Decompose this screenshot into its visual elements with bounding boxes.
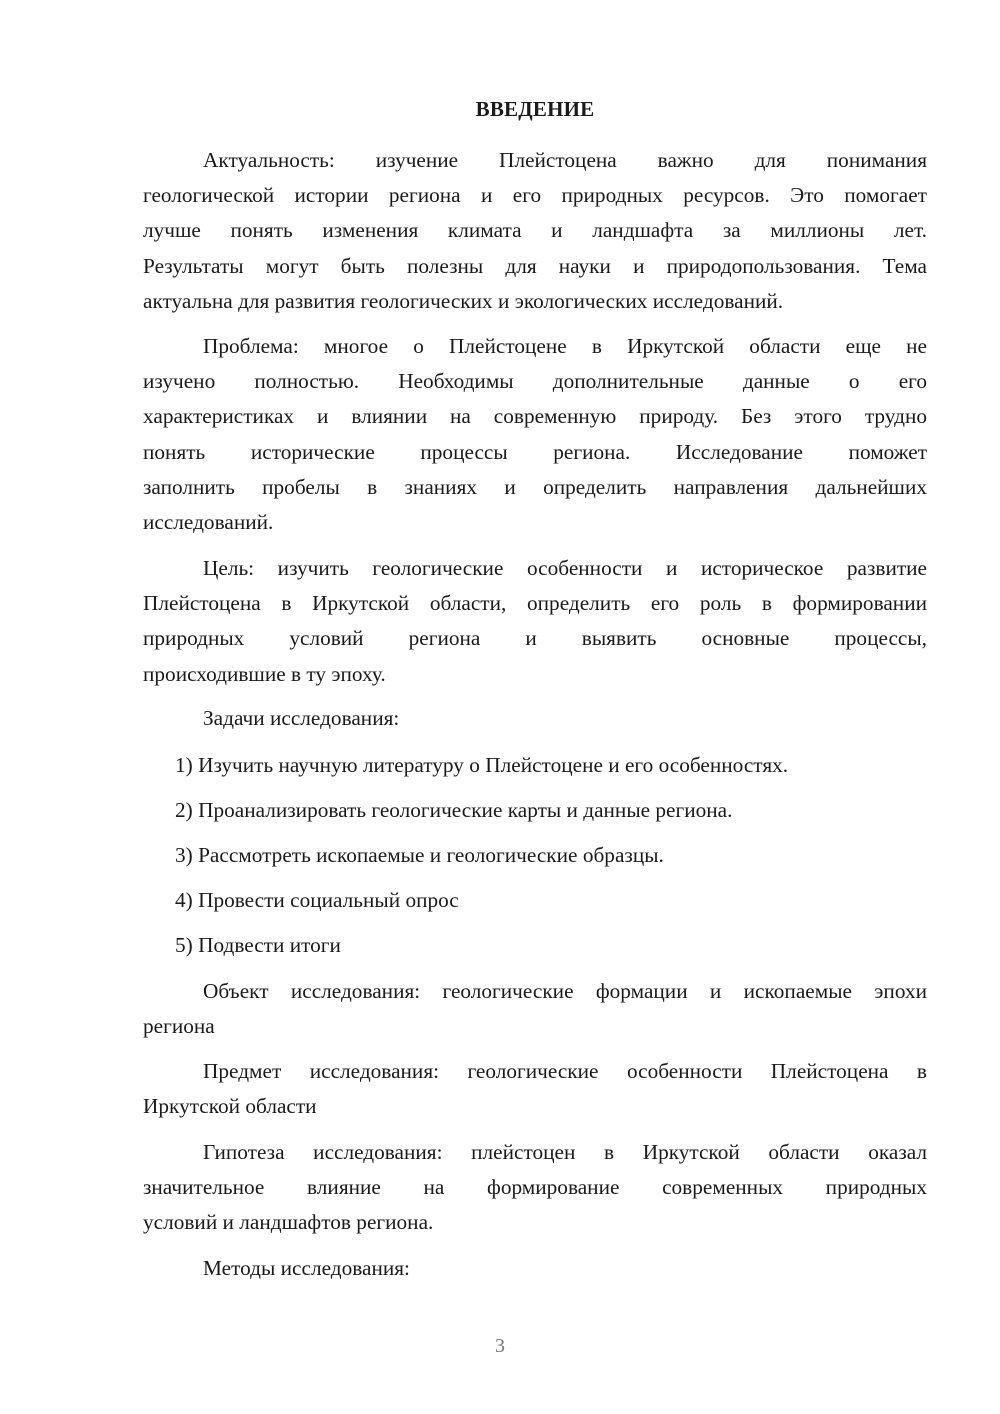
text-line: Цель: изучить геологические особенности и историческое развитие: [203, 556, 927, 580]
paragraph-goal: [143, 551, 927, 692]
text-line: понять исторические процессы региона. Исследование поможет: [143, 439, 927, 464]
text-line: характеристиках и влиянии на современную природу. Без этого трудно: [143, 404, 927, 429]
section-title: ВВЕДЕНИЕ: [475, 97, 595, 121]
task-item-3: 3) Рассмотреть ископаемые и геологические образцы.: [175, 843, 664, 867]
text-line: Иркутской области: [143, 1094, 317, 1119]
text-line: Объект исследования: геологические формации и ископаемые эпохи: [203, 979, 927, 1003]
task-item-5: 5) Подвести итоги: [175, 933, 341, 957]
paragraph-object: [143, 974, 927, 1044]
text-line: Задачи исследования:: [203, 706, 400, 730]
text-line: актуальна для развития геологических и экологических исследований.: [143, 288, 784, 313]
paragraph-relevance: [143, 143, 927, 319]
text-line: Актуальность: изучение Плейстоцена важно для понимания: [203, 148, 927, 172]
text-line: геологической истории региона и его природных ресурсов. Это помогает: [143, 183, 927, 208]
text-line: Гипотеза исследования: плейстоцен в Иркутской области оказал: [203, 1140, 927, 1164]
tasks-heading: [143, 701, 927, 736]
paragraph-problem: [143, 329, 927, 540]
text-line: заполнить пробелы в знаниях и определить направления дальнейших: [143, 474, 927, 499]
task-item-1: 1) Изучить научную литературу о Плейстоцене и его особенностях.: [175, 753, 789, 777]
text-line: условий и ландшафтов региона.: [143, 1210, 434, 1235]
text-line: значительное влияние на формирование современных природных: [143, 1175, 927, 1200]
task-item-2: 2) Проанализировать геологические карты и данные региона.: [175, 798, 733, 822]
text-line: лучше понять изменения климата и ландшафта за миллионы лет.: [143, 218, 927, 243]
text-line: Методы исследования:: [203, 1256, 410, 1280]
methods-heading: [143, 1251, 927, 1286]
paragraph-hypothesis: [143, 1135, 927, 1241]
text-line: исследований.: [143, 509, 274, 534]
task-item-4: 4) Провести социальный опрос: [175, 888, 459, 912]
text-line: природных условий региона и выявить основные процессы,: [143, 626, 927, 651]
page-number: 3: [495, 1335, 505, 1357]
text-line: Предмет исследования: геологические особенности Плейстоцена в: [203, 1059, 927, 1083]
paragraph-subject: [143, 1054, 927, 1124]
text-line: происходившие в ту эпоху.: [143, 661, 386, 686]
text-line: изучено полностью. Необходимы дополнительные данные о его: [143, 369, 927, 394]
text-line: Плейстоцена в Иркутской области, определить его роль в формировании: [143, 591, 927, 616]
text-line: Результаты могут быть полезны для науки и природопользования. Тема: [143, 253, 927, 278]
text-line: Проблема: многое о Плейстоцене в Иркутской области еще не: [203, 334, 927, 358]
text-line: региона: [143, 1014, 215, 1039]
